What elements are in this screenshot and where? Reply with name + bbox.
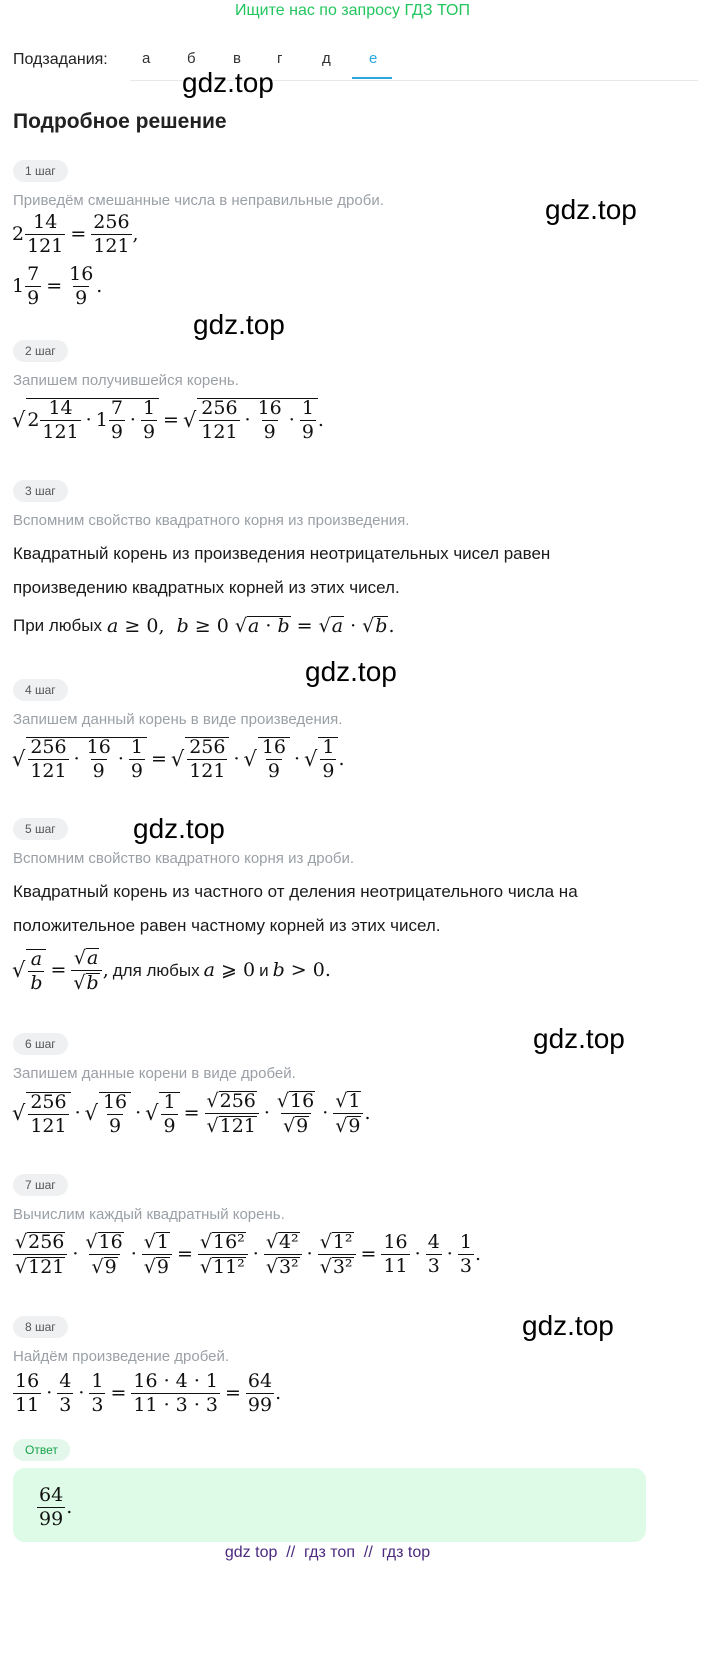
- step-badge: 2 шаг: [13, 340, 68, 362]
- watermark: gdz.top: [133, 813, 225, 844]
- step-badge: 5 шаг: [13, 818, 68, 840]
- subtasks-label: Подзадания:: [13, 51, 108, 68]
- step-badge: 1 шаг: [13, 160, 68, 182]
- formula-step8: $\frac{16}{11}$ · $\frac{4}{3}$ · $\frac{1}{3}$ = $\frac{16 \cdot 4 \cdot 1}{11 \cdot 3 \cdot 3}$ = $\frac{64}{99}$ .: [15, 1370, 282, 1416]
- formula-step3: При любых a ≥ 0, b ≥ 0 √a · b = √a · √b.: [13, 615, 395, 637]
- step-note: Вспомним свойство квадратного корня из дроби.: [13, 850, 355, 867]
- formula-step6: √ $\frac{256}{121}$ · √ $\frac{16}{9}$ · √ $\frac{1}{9}$ = $\frac{√256}{√121}$ · $\frac{√16}{√9}$ · $\frac{√1}{√9}$ .: [12, 1090, 371, 1137]
- watermark: gdz.top: [182, 67, 274, 98]
- step-badge: 8 шаг: [13, 1316, 68, 1338]
- rule-text: произведению квадратных корней из этих чисел.: [13, 578, 400, 597]
- formula-step1-line1: 2 $\frac{14}{121}$ = $\frac{256}{121}$ ,: [12, 211, 139, 257]
- tab-d[interactable]: д: [322, 50, 331, 67]
- step-badge: 6 шаг: [13, 1033, 68, 1055]
- watermark: gdz.top: [522, 1310, 614, 1341]
- rule-prefix: При любых: [13, 616, 103, 635]
- step-badge: 3 шаг: [13, 480, 68, 502]
- tab-g[interactable]: г: [277, 50, 283, 67]
- watermark: gdz.top: [545, 194, 637, 225]
- watermark: gdz.top: [533, 1023, 625, 1054]
- answer-fraction: $\frac{64}{99}$ .: [39, 1484, 73, 1530]
- tab-active-underline: [352, 77, 392, 79]
- formula-step5: √ $\frac{a}{b}$ = $\frac{√a}{√b}$ , для любых a ⩾ 0 и b > 0.: [12, 947, 331, 994]
- formula-step1-line2: 1 $\frac{7}{9}$ = $\frac{16}{9}$ .: [12, 263, 103, 309]
- answer-box: [13, 1468, 646, 1542]
- formula-step7: $\frac{√256}{√121}$ · $\frac{√16}{√9}$ · $\frac{√1}{√9}$ = $\frac{\text{√16²}}{\text{√11²}}$ · $\frac{\text{√4²}}{\text{√3²}}$ · $\frac{\text{√1²}}{\text{√3²}}$ = $\frac{16}{11}$ · $\frac{4}{3}$ · $\frac{1}{3}$ .: [15, 1231, 481, 1278]
- rule-text: положительное равен частному корней из этих чисел.: [13, 916, 441, 935]
- top-banner[interactable]: Ищите нас по запросу ГДЗ ТОП: [235, 2, 470, 19]
- answer-denominator: 99: [39, 1508, 64, 1530]
- formula-step4: √ $\frac{256}{121}$ · $\frac{16}{9}$ · $\frac{1}{9}$ = √ $\frac{256}{121}$ · √ $\frac{16}{9}$ · √ $\frac{1}{9}$ .: [12, 736, 345, 782]
- step-note: Запишем данный корень в виде произведения.: [13, 711, 343, 728]
- watermark: gdz.top: [193, 309, 285, 340]
- step-note: Запишем данные корени в виде дробей.: [13, 1065, 296, 1082]
- watermark: gdz.top: [305, 656, 397, 687]
- rule-mid: для любых: [112, 960, 200, 980]
- step-note: Запишем получившейся корень.: [13, 372, 239, 389]
- step-badge: 4 шаг: [13, 679, 68, 701]
- step-badge: 7 шаг: [13, 1174, 68, 1196]
- tab-v[interactable]: в: [233, 50, 241, 67]
- step-note: Приведём смешанные числа в неправильные дроби.: [13, 192, 384, 209]
- step-note: Вспомним свойство квадратного корня из произведения.: [13, 512, 410, 529]
- step-note: Найдём произведение дробей.: [13, 1348, 230, 1365]
- tab-b[interactable]: б: [187, 50, 196, 67]
- tab-e-active[interactable]: е: [369, 50, 378, 67]
- tab-a[interactable]: а: [142, 50, 151, 67]
- answer-numerator: 64: [39, 1484, 64, 1506]
- formula-step2: √ 2 $\frac{14}{121}$ · 1 $\frac{7}{9}$ · $\frac{1}{9}$ = √ $\frac{256}{121}$ · $\frac{16}{9}$ · $\frac{1}{9}$ .: [12, 397, 324, 443]
- footer-links[interactable]: gdz top // гдз топ // гдз top: [224, 1544, 431, 1561]
- rule-and: и: [259, 960, 269, 980]
- rule-text: Квадратный корень из произведения неотрицательных чисел равен: [13, 544, 551, 563]
- rule-text: Квадратный корень из частного от деления неотрицательного числа на: [13, 882, 578, 901]
- step-note: Вычислим каждый квадратный корень.: [13, 1206, 285, 1223]
- page-title: Подробное решение: [13, 110, 227, 133]
- answer-badge: Ответ: [13, 1439, 70, 1461]
